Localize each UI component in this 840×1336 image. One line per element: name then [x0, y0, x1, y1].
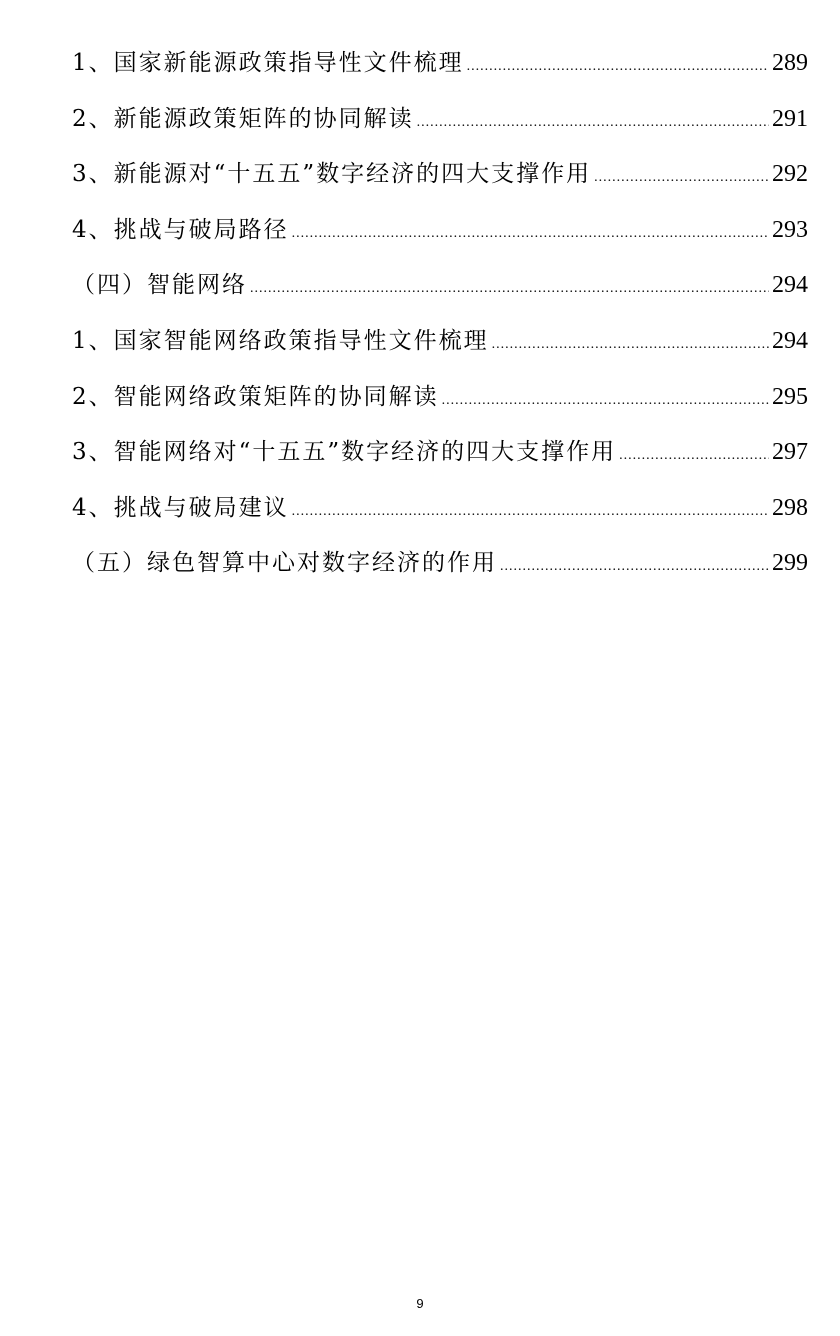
- toc-entry-title: 3、智能网络对“十五五”数字经济的四大支撑作用: [72, 439, 617, 466]
- toc-entry-title: （四）智能网络: [72, 272, 247, 299]
- toc-entry-page: 299: [772, 550, 808, 577]
- toc-entry-title: 1、国家智能网络政策指导性文件梳理: [72, 327, 489, 354]
- toc-dot-leader: [619, 428, 769, 484]
- toc-entry-page: 298: [772, 494, 808, 521]
- toc-dot-leader: [250, 261, 769, 317]
- toc-entry-title: 2、新能源政策矩阵的协同解读: [72, 105, 414, 132]
- toc-entry-page: 289: [772, 50, 808, 76]
- toc-dot-leader: [492, 317, 769, 373]
- toc-dot-leader: [417, 95, 769, 151]
- toc-entry[interactable]: [72, 258, 808, 314]
- toc-dot-leader: [594, 150, 769, 206]
- toc-entry-title: 1、国家新能源政策指导性文件梳理: [72, 50, 464, 76]
- toc-dot-leader: [500, 539, 769, 595]
- toc-entry[interactable]: [72, 36, 808, 92]
- toc-entry-page: 294: [772, 272, 808, 299]
- toc-entry-title: 3、新能源对“十五五”数字经济的四大支撑作用: [72, 161, 592, 188]
- page-number: 9: [416, 1296, 424, 1311]
- toc-entry-title: 4、挑战与破局路径: [72, 216, 289, 243]
- toc-entry[interactable]: [72, 370, 808, 426]
- toc-entry[interactable]: [72, 314, 808, 370]
- toc-entry-page: 297: [772, 439, 808, 466]
- toc-entry[interactable]: [72, 147, 808, 203]
- toc-entry[interactable]: [72, 425, 808, 481]
- toc-entry-title: 2、智能网络政策矩阵的协同解读: [72, 383, 439, 410]
- toc-entry-page: 291: [772, 105, 808, 132]
- toc-entry[interactable]: [72, 481, 808, 537]
- toc-entry-page: 292: [772, 161, 808, 188]
- toc-entry-title: 4、挑战与破局建议: [72, 494, 289, 521]
- table-of-contents: [72, 36, 808, 592]
- toc-entry[interactable]: [72, 536, 808, 592]
- toc-dot-leader: [467, 39, 769, 95]
- toc-dot-leader: [292, 206, 769, 262]
- toc-dot-leader: [442, 373, 769, 429]
- toc-entry-page: 295: [772, 383, 808, 410]
- toc-entry-page: 294: [772, 327, 808, 354]
- toc-entry[interactable]: [72, 92, 808, 148]
- toc-entry[interactable]: [72, 203, 808, 259]
- toc-entry-title: （五）绿色智算中心对数字经济的作用: [72, 550, 497, 577]
- toc-entry-page: 293: [772, 216, 808, 243]
- toc-dot-leader: [292, 484, 769, 540]
